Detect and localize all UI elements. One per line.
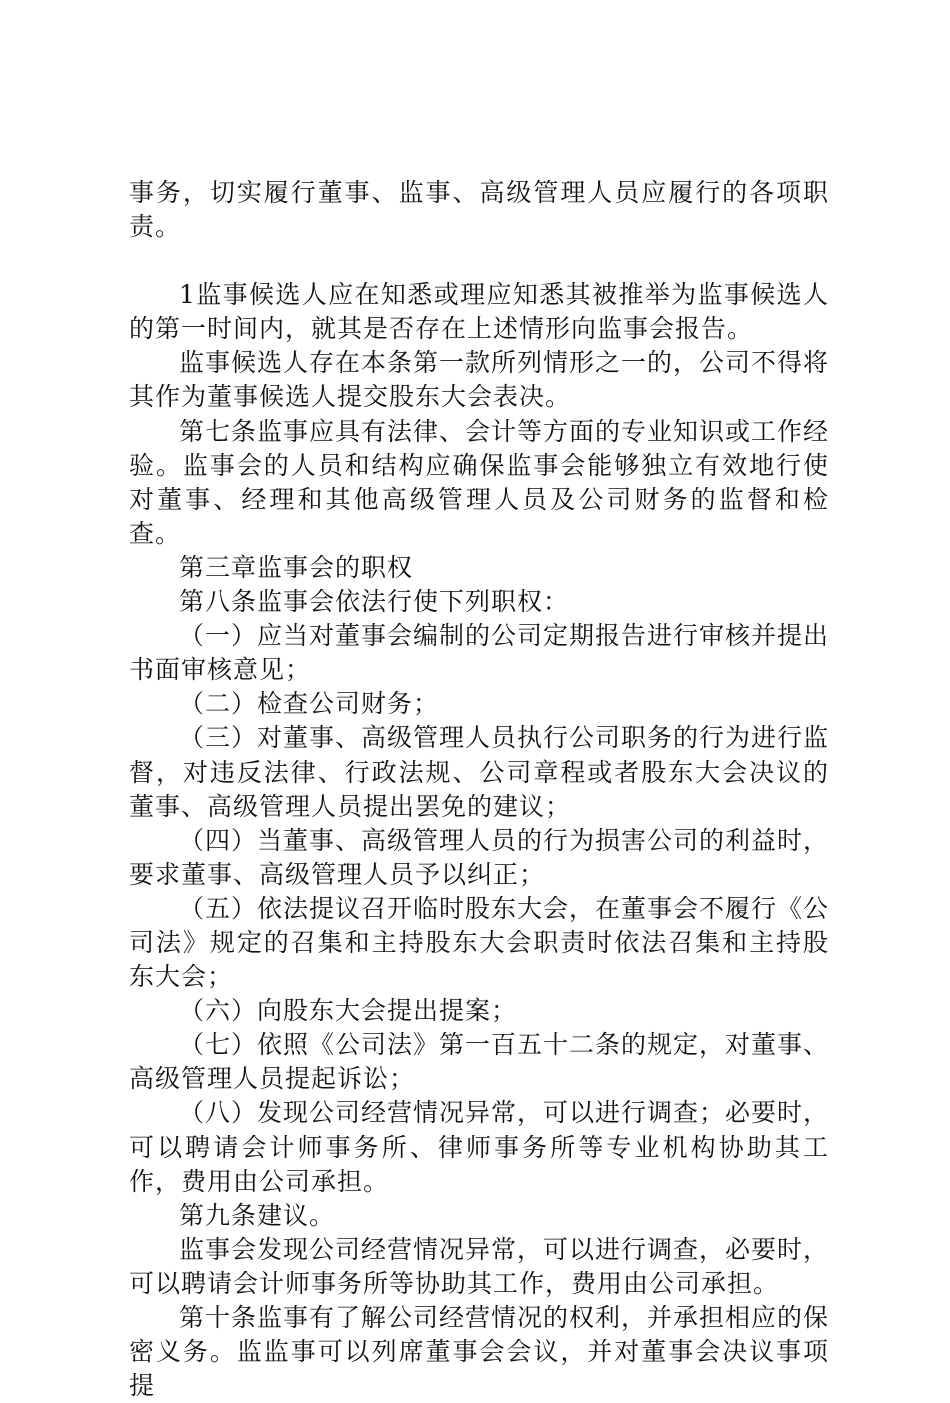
document-body: [129, 176, 829, 1403]
article-10: 第十条监事有了解公司经营情况的权利，并承担相应的保密义务。监监事可以列席董事会会议，并对董事会决议事项提: [129, 1303, 830, 1401]
article-8: 第八条监事会依法行使下列职权：: [179, 587, 570, 617]
article-8-item-4: （四）当董事、高级管理人员的行为损害公司的利益时，要求董事、高级管理人员予以纠正；: [129, 825, 830, 889]
article-9-body: 监事会发现公司经营情况异常，可以进行调查，必要时，可以聘请会计师事务所等协助其工作，费用由公司承担。: [129, 1234, 830, 1298]
article-8-item-2: （二）检查公司财务；: [179, 689, 440, 719]
article-8-item-8: （八）发现公司经营情况异常，可以进行调查；必要时，可以聘请会计师事务所、律师事务所等专业机构协助其工作，费用由公司承担。: [129, 1098, 830, 1196]
article-8-item-1: （一）应当对董事会编制的公司定期报告进行审核并提出书面审核意见；: [129, 621, 830, 685]
paragraph-continuation: 事务，切实履行董事、监事、高级管理人员应履行的各项职责。: [129, 178, 829, 242]
paragraph-candidate-exclusion: 监事候选人存在本条第一款所列情形之一的，公司不得将其作为董事候选人提交股东大会表决。: [129, 348, 830, 412]
article-8-item-6: （六）向股东大会提出提案；: [179, 996, 518, 1026]
paragraph-candidate-report: 1监事候选人应在知悉或理应知悉其被推举为监事候选人的第一时间内，就其是否存在上述情形向监事会报告。: [129, 280, 829, 344]
article-7: 第七条监事应具有法律、会计等方面的专业知识或工作经验。监事会的人员和结构应确保监事会能够独立有效地行使对董事、经理和其他高级管理人员及公司财务的监督和检查。: [129, 416, 830, 548]
chapter-3-heading: 第三章监事会的职权: [179, 552, 414, 582]
article-9: 第九条建议。: [179, 1200, 336, 1230]
article-8-item-7: （七）依照《公司法》第一百五十二条的规定，对董事、高级管理人员提起诉讼；: [129, 1030, 830, 1094]
article-8-item-5: （五）依法提议召开临时股东大会，在董事会不履行《公司法》规定的召集和主持股东大会职责时依法召集和主持股东大会；: [129, 893, 830, 992]
paragraph-gap: [129, 244, 829, 278]
article-8-item-3: （三）对董事、高级管理人员执行公司职务的行为进行监督，对违反法律、行政法规、公司章程或者股东大会决议的董事、高级管理人员提出罢免的建议；: [129, 723, 830, 821]
